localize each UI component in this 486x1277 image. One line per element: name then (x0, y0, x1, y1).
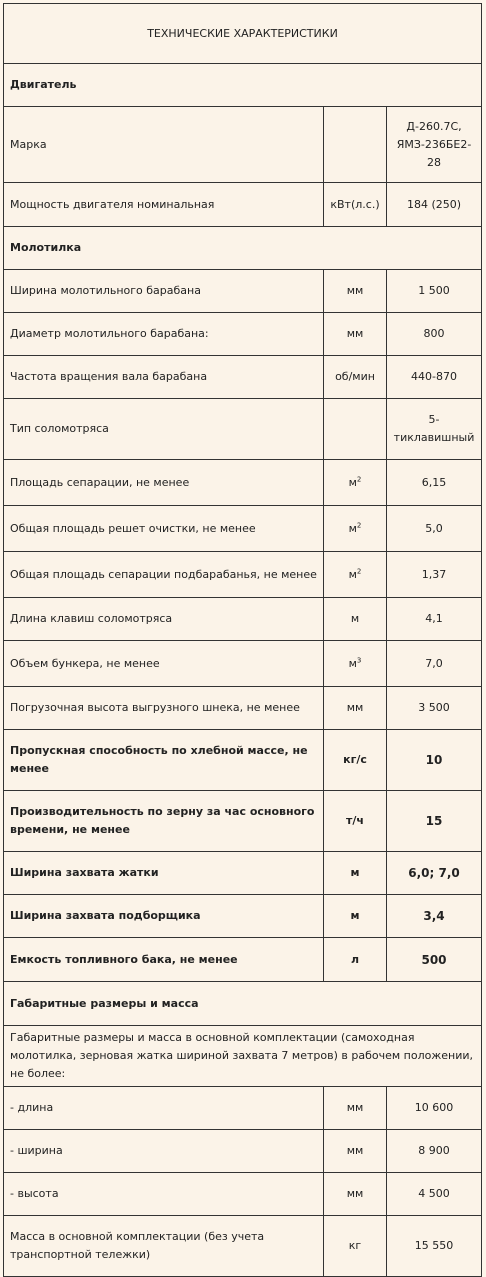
table-row (4, 852, 482, 895)
row-value: 15 550 (387, 1216, 482, 1277)
row-name: Масса в основной комплектации (без учета транспортной тележки) (4, 1216, 324, 1277)
row-unit: мм (324, 270, 387, 313)
unit-base: м (348, 656, 357, 670)
table-row (4, 598, 482, 641)
row-value: 5-тиклавишный (387, 399, 482, 460)
table-row (4, 313, 482, 356)
row-unit: кВт(л.с.) (324, 183, 387, 227)
row-value: 4 500 (387, 1173, 482, 1216)
row-value: 6,15 (387, 460, 482, 506)
row-name: Диаметр молотильного барабана: (4, 313, 324, 356)
row-name: Ширина захвата подборщика (4, 895, 324, 938)
row-name: Общая площадь решет очистки, не менее (4, 506, 324, 552)
table-row (4, 730, 482, 791)
row-value: 4,1 (387, 598, 482, 641)
row-unit (324, 107, 387, 183)
row-unit: м (324, 852, 387, 895)
table-title: ТЕХНИЧЕСКИЕ ХАРАКТЕРИСТИКИ (4, 4, 482, 64)
dimensions-note: Габаритные размеры и масса в основной комплектации (самоходная молотилка, зерновая жатка шириной захвата 7 метров) в рабочем положении, не более: (4, 1026, 482, 1087)
row-value: 6,0; 7,0 (387, 852, 482, 895)
section-row (4, 227, 482, 270)
table-row (4, 1130, 482, 1173)
row-name: Длина клавиш соломотряса (4, 598, 324, 641)
row-unit (324, 641, 387, 687)
row-name: Общая площадь сепарации подбарабанья, не менее (4, 552, 324, 598)
table-row (4, 895, 482, 938)
table-row (4, 399, 482, 460)
section-engine: Двигатель (4, 64, 482, 107)
row-name: Объем бункера, не менее (4, 641, 324, 687)
section-thresher: Молотилка (4, 227, 482, 270)
table-row (4, 1087, 482, 1130)
table-row (4, 1216, 482, 1277)
table-row (4, 183, 482, 227)
table-row (4, 1173, 482, 1216)
row-value: 10 (387, 730, 482, 791)
row-unit: м (324, 598, 387, 641)
table-row (4, 641, 482, 687)
row-name: - высота (4, 1173, 324, 1216)
table-row (4, 506, 482, 552)
row-name: Ширина молотильного барабана (4, 270, 324, 313)
row-name: Тип соломотряса (4, 399, 324, 460)
unit-exponent: 2 (356, 566, 362, 575)
row-value: 1,37 (387, 552, 482, 598)
row-name: Погрузочная высота выгрузного шнека, не менее (4, 687, 324, 730)
unit-base: м (348, 475, 357, 489)
table-row (4, 938, 482, 982)
section-dimensions: Габаритные размеры и масса (4, 982, 482, 1026)
spec-table (3, 3, 482, 1277)
table-row (4, 270, 482, 313)
row-unit: мм (324, 313, 387, 356)
row-name: - ширина (4, 1130, 324, 1173)
row-unit (324, 552, 387, 598)
row-unit: л (324, 938, 387, 982)
row-unit: мм (324, 1087, 387, 1130)
row-unit (324, 399, 387, 460)
row-unit: мм (324, 687, 387, 730)
row-name: Пропускная способность по хлебной массе, не менее (4, 730, 324, 791)
unit-exponent: 2 (356, 520, 362, 529)
section-row (4, 982, 482, 1026)
note-row (4, 1026, 482, 1087)
row-value: 1 500 (387, 270, 482, 313)
row-value: 7,0 (387, 641, 482, 687)
row-value: 3,4 (387, 895, 482, 938)
unit-base: м (348, 567, 357, 581)
table-row (4, 107, 482, 183)
table-row (4, 687, 482, 730)
row-value: 10 600 (387, 1087, 482, 1130)
row-unit: мм (324, 1130, 387, 1173)
row-unit: т/ч (324, 791, 387, 852)
table-row (4, 460, 482, 506)
table-row (4, 552, 482, 598)
row-value: 184 (250) (387, 183, 482, 227)
unit-exponent: 2 (356, 474, 362, 483)
row-value: 500 (387, 938, 482, 982)
row-value: 8 900 (387, 1130, 482, 1173)
row-name: Площадь сепарации, не менее (4, 460, 324, 506)
row-unit: мм (324, 1173, 387, 1216)
row-name: Ширина захвата жатки (4, 852, 324, 895)
row-value: Д-260.7С, ЯМЗ-236БЕ2-28 (387, 107, 482, 183)
row-value: 5,0 (387, 506, 482, 552)
row-value: 3 500 (387, 687, 482, 730)
row-name: Емкость топливного бака, не менее (4, 938, 324, 982)
row-unit (324, 460, 387, 506)
row-value: 15 (387, 791, 482, 852)
row-name: Мощность двигателя номинальная (4, 183, 324, 227)
row-unit (324, 506, 387, 552)
row-unit: кг (324, 1216, 387, 1277)
title-row (4, 4, 482, 64)
table-row (4, 791, 482, 852)
row-name: Частота вращения вала барабана (4, 356, 324, 399)
row-name: Производительность по зерну за час основного времени, не менее (4, 791, 324, 852)
unit-exponent: 3 (356, 655, 362, 664)
row-unit: м (324, 895, 387, 938)
row-name: Марка (4, 107, 324, 183)
row-unit: кг/с (324, 730, 387, 791)
unit-base: м (348, 521, 357, 535)
row-unit: об/мин (324, 356, 387, 399)
row-value: 440-870 (387, 356, 482, 399)
row-value: 800 (387, 313, 482, 356)
section-row (4, 64, 482, 107)
row-name: - длина (4, 1087, 324, 1130)
table-row (4, 356, 482, 399)
